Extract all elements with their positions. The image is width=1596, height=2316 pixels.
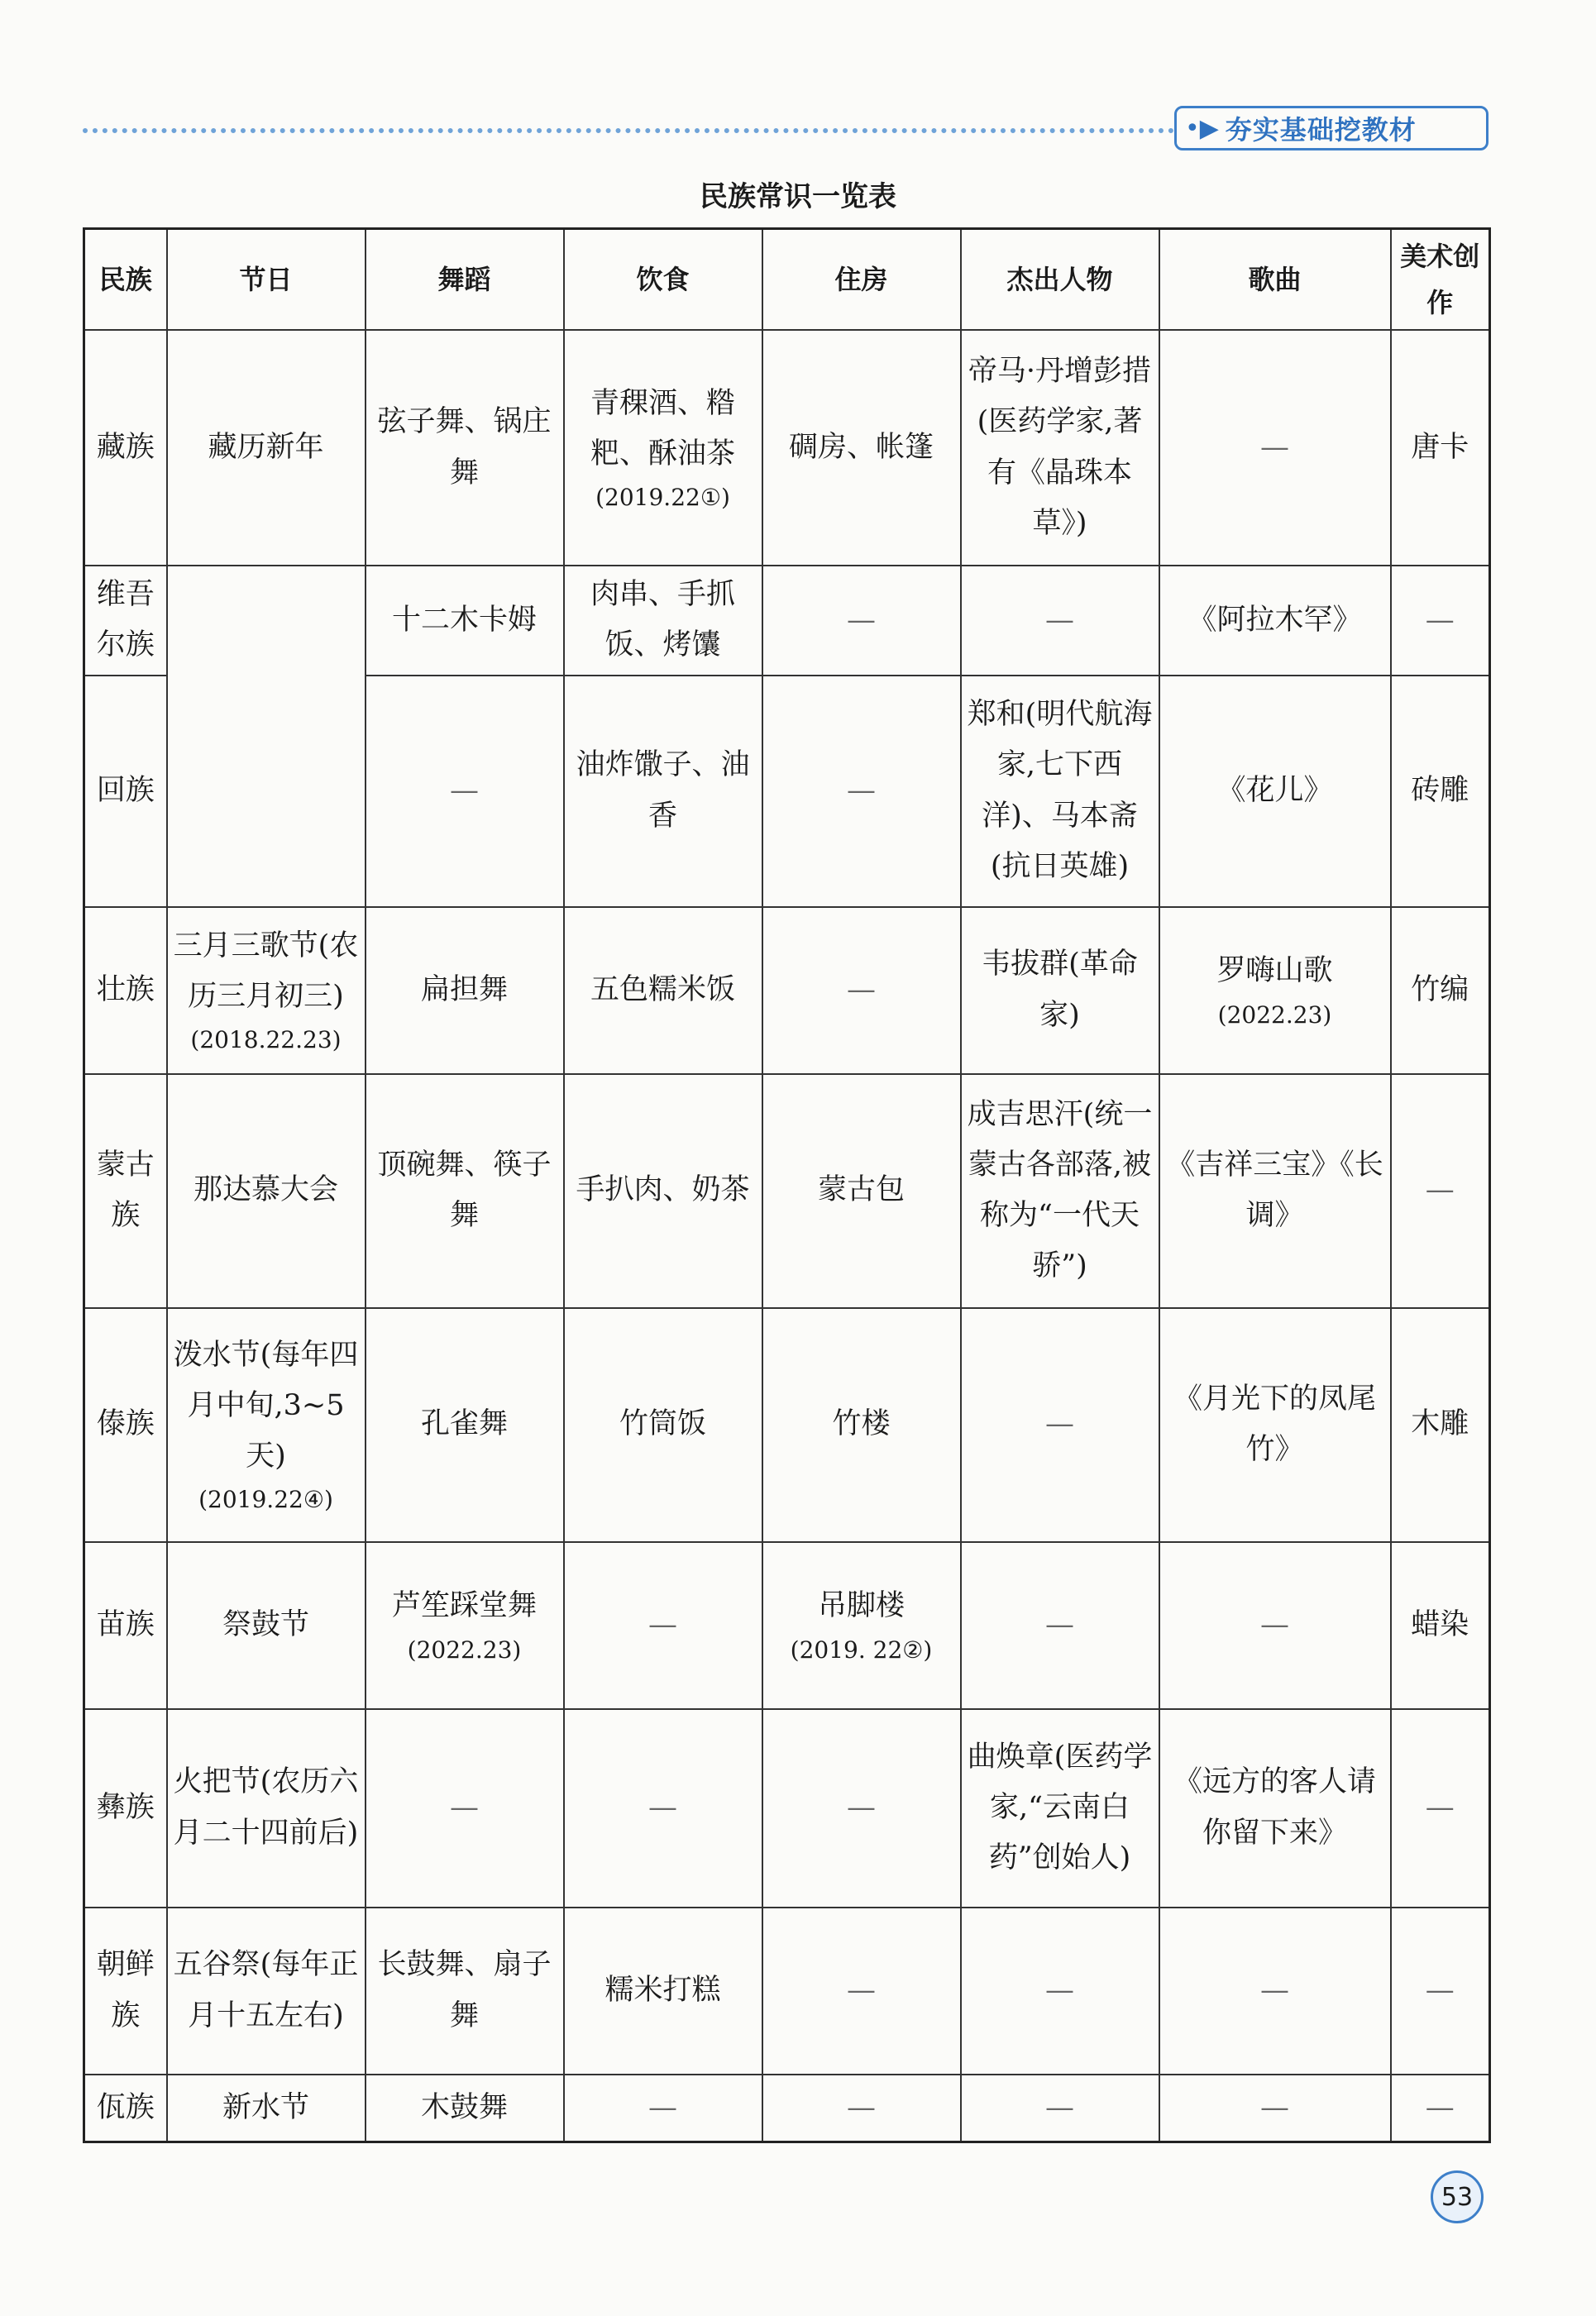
song-cell: 《远方的客人请你留下来》 — [1159, 1709, 1391, 1908]
housing-cell: — — [762, 1709, 961, 1908]
art-cell: — — [1391, 566, 1490, 676]
dance-text: 芦笙踩堂舞 — [391, 1589, 537, 1623]
ethnicity-cell: 朝鲜族 — [84, 1908, 167, 2075]
person-cell: — — [961, 1908, 1159, 2075]
food-cell: 肉串、手抓饭、烤馕 — [564, 566, 762, 676]
col-header-food: 饮食 — [564, 229, 762, 331]
col-header-dance: 舞蹈 — [366, 229, 564, 331]
ethnicity-cell: 蒙古族 — [84, 1074, 167, 1308]
food-cell: 手扒肉、奶茶 — [564, 1074, 762, 1308]
dance-cell: — — [366, 676, 564, 907]
food-cell: 五色糯米饭 — [564, 907, 762, 1074]
exam-note: (2022.23) — [407, 1636, 522, 1664]
festival-cell: 藏历新年 — [167, 330, 366, 566]
food-cell: — — [564, 1542, 762, 1709]
ethnicity-cell: 傣族 — [84, 1308, 167, 1542]
table-row — [84, 566, 1490, 676]
housing-cell: — — [762, 2075, 961, 2142]
art-cell: 砖雕 — [1391, 676, 1490, 907]
section-banner — [1174, 106, 1488, 150]
song-cell: — — [1159, 1542, 1391, 1709]
festival-cell — [167, 1308, 366, 1542]
col-header-housing: 住房 — [762, 229, 961, 331]
housing-cell: 碉房、帐篷 — [762, 330, 961, 566]
table-row — [84, 1542, 1490, 1709]
festival-cell: 新水节 — [167, 2075, 366, 2142]
art-cell: — — [1391, 1709, 1490, 1908]
food-cell — [564, 330, 762, 566]
dance-cell — [366, 1542, 564, 1709]
dance-cell: 孔雀舞 — [366, 1308, 564, 1542]
dance-cell: 扁担舞 — [366, 907, 564, 1074]
food-cell: — — [564, 1709, 762, 1908]
art-cell: 木雕 — [1391, 1308, 1490, 1542]
art-cell: 唐卡 — [1391, 330, 1490, 566]
housing-cell: — — [762, 1908, 961, 2075]
dance-cell: 长鼓舞、扇子舞 — [366, 1908, 564, 2075]
festival-cell — [167, 907, 366, 1074]
art-cell: 竹编 — [1391, 907, 1490, 1074]
person-cell: 韦拔群(革命家) — [961, 907, 1159, 1074]
song-cell: — — [1159, 2075, 1391, 2142]
song-text: 罗嗨山歌 — [1216, 954, 1333, 988]
exam-note: (2018.22.23) — [190, 1026, 342, 1054]
exam-note: (2019.22④) — [198, 1486, 333, 1514]
song-cell: 《阿拉木罕》 — [1159, 566, 1391, 676]
dance-cell: 木鼓舞 — [366, 2075, 564, 2142]
person-cell: — — [961, 566, 1159, 676]
housing-cell: 竹楼 — [762, 1308, 961, 1542]
festival-cell: 祭鼓节 — [167, 1542, 366, 1709]
food-cell: 油炸馓子、油香 — [564, 676, 762, 907]
ethnicity-cell: 回族 — [84, 676, 167, 907]
table-row — [84, 330, 1490, 566]
art-cell: 蜡染 — [1391, 1542, 1490, 1709]
song-cell: 《吉祥三宝》《长调》 — [1159, 1074, 1391, 1308]
festival-cell: 火把节(农历六月二十四前后) — [167, 1709, 366, 1908]
ethnicity-cell: 壮族 — [84, 907, 167, 1074]
person-cell: 曲焕章(医药学家,“云南白药”创始人) — [961, 1709, 1159, 1908]
table-title: 民族常识一览表 — [700, 180, 896, 213]
person-cell: 成吉思汗(统一蒙古各部落,被称为“一代天骄”) — [961, 1074, 1159, 1308]
table-row — [84, 2075, 1490, 2142]
housing-cell: — — [762, 676, 961, 907]
person-cell: — — [961, 1308, 1159, 1542]
exam-note: (2022.23) — [1217, 1000, 1332, 1029]
food-text: 青稞酒、糌粑、酥油茶 — [590, 386, 735, 471]
song-cell: — — [1159, 330, 1391, 566]
exam-note: (2019.22①) — [595, 484, 730, 512]
ethnic-knowledge-table — [83, 227, 1491, 2143]
person-cell: — — [961, 2075, 1159, 2142]
table-row — [84, 1908, 1490, 2075]
housing-cell — [762, 1542, 961, 1709]
art-cell: — — [1391, 1074, 1490, 1308]
song-cell: 《花儿》 — [1159, 676, 1391, 907]
play-arrow-icon: •▶ — [1185, 113, 1219, 143]
person-cell: 帝马·丹增彭措(医药学家,著有《晶珠本草》) — [961, 330, 1159, 566]
festival-cell: 五谷祭(每年正月十五左右) — [167, 1908, 366, 2075]
art-cell: — — [1391, 2075, 1490, 2142]
dance-cell: — — [366, 1709, 564, 1908]
banner-text: 夯实基础挖教材 — [1225, 114, 1417, 146]
ethnicity-cell: 维吾尔族 — [84, 566, 167, 676]
table-row — [84, 1074, 1490, 1308]
table-row — [84, 1308, 1490, 1542]
col-header-festival: 节日 — [167, 229, 366, 331]
col-header-notable-person: 杰出人物 — [961, 229, 1159, 331]
festival-cell-shared — [167, 566, 366, 907]
song-cell: 《月光下的凤尾竹》 — [1159, 1308, 1391, 1542]
person-cell: — — [961, 1542, 1159, 1709]
person-cell: 郑和(明代航海家,七下西洋)、马本斋(抗日英雄) — [961, 676, 1159, 907]
ethnicity-cell: 彝族 — [84, 1709, 167, 1908]
art-cell: — — [1391, 1908, 1490, 2075]
festival-cell: 那达慕大会 — [167, 1074, 366, 1308]
song-cell — [1159, 907, 1391, 1074]
page-number: 53 — [1431, 2170, 1484, 2223]
header-dotted-line — [83, 128, 1174, 133]
festival-text: 三月三歌节(农历三月初三) — [173, 929, 359, 1014]
food-cell: 糯米打糕 — [564, 1908, 762, 2075]
dance-cell: 顶碗舞、筷子舞 — [366, 1074, 564, 1308]
housing-cell: — — [762, 907, 961, 1074]
table-row — [84, 1709, 1490, 1908]
col-header-ethnicity: 民族 — [84, 229, 167, 331]
food-cell: 竹筒饭 — [564, 1308, 762, 1542]
table-row — [84, 907, 1490, 1074]
col-header-song: 歌曲 — [1159, 229, 1391, 331]
dance-cell: 十二木卡姆 — [366, 566, 564, 676]
song-cell: — — [1159, 1908, 1391, 2075]
housing-text: 吊脚楼 — [817, 1589, 905, 1623]
exam-note: (2019. 22②) — [790, 1636, 933, 1664]
col-header-art: 美术创作 — [1391, 229, 1490, 331]
dance-cell: 弦子舞、锅庄舞 — [366, 330, 564, 566]
housing-cell: — — [762, 566, 961, 676]
ethnicity-cell: 佤族 — [84, 2075, 167, 2142]
housing-cell: 蒙古包 — [762, 1074, 961, 1308]
table-header-row — [84, 229, 1490, 331]
ethnicity-cell: 苗族 — [84, 1542, 167, 1709]
food-cell: — — [564, 2075, 762, 2142]
festival-text: 泼水节(每年四月中旬,3~5天) — [173, 1338, 359, 1473]
ethnicity-cell: 藏族 — [84, 330, 167, 566]
